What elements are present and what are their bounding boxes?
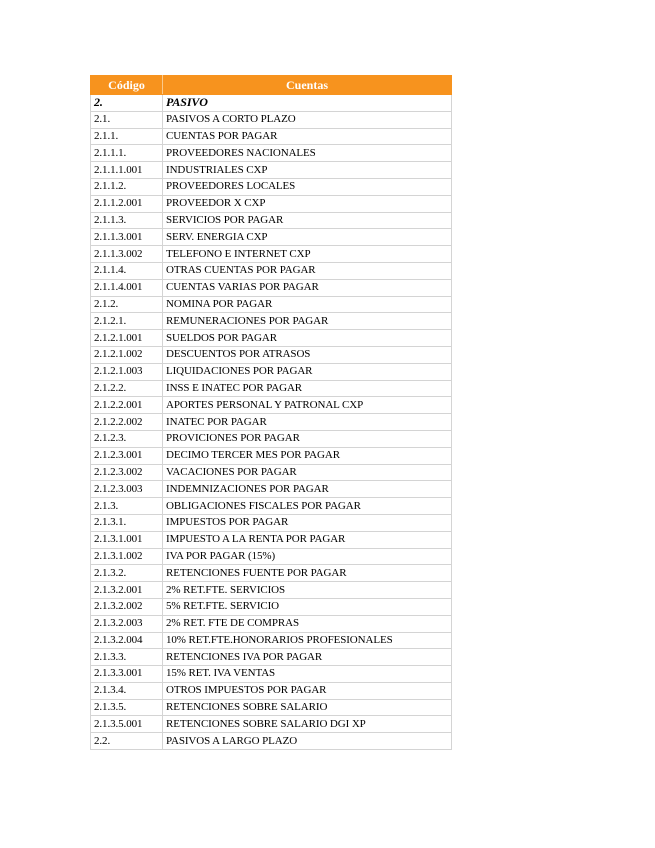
table-row — [91, 95, 452, 112]
account-name-cell: PROVEEDORES NACIONALES — [163, 145, 452, 162]
table-row — [91, 414, 452, 431]
account-name-cell: RETENCIONES FUENTE POR PAGAR — [163, 565, 452, 582]
account-name-cell: IVA POR PAGAR (15%) — [163, 548, 452, 565]
table-row — [91, 330, 452, 347]
account-code-cell: 2.1.3.1.002 — [91, 548, 163, 565]
account-name-cell: OBLIGACIONES FISCALES POR PAGAR — [163, 498, 452, 515]
account-code-cell: 2.1.3.2.004 — [91, 632, 163, 649]
table-row — [91, 598, 452, 615]
account-code-cell: 2.1.1.4.001 — [91, 279, 163, 296]
table-row — [91, 296, 452, 313]
account-code-cell: 2.1. — [91, 111, 163, 128]
account-code-cell: 2. — [91, 95, 163, 112]
account-name-cell: PASIVOS A CORTO PLAZO — [163, 111, 452, 128]
account-name-cell: SUELDOS POR PAGAR — [163, 330, 452, 347]
account-name-cell: REMUNERACIONES POR PAGAR — [163, 313, 452, 330]
table-row — [91, 262, 452, 279]
table-row — [91, 498, 452, 515]
account-name-cell: RETENCIONES SOBRE SALARIO DGI XP — [163, 716, 452, 733]
table-body — [91, 95, 452, 750]
account-name-cell: NOMINA POR PAGAR — [163, 296, 452, 313]
table-row — [91, 279, 452, 296]
table-row — [91, 464, 452, 481]
account-name-cell: PASIVO — [163, 95, 452, 112]
account-name-cell: PASIVOS A LARGO PLAZO — [163, 733, 452, 750]
account-code-cell: 2.1.1.3.002 — [91, 246, 163, 263]
account-name-cell: CUENTAS VARIAS POR PAGAR — [163, 279, 452, 296]
table-row — [91, 346, 452, 363]
table-row — [91, 178, 452, 195]
account-name-cell: DECIMO TERCER MES POR PAGAR — [163, 447, 452, 464]
account-code-cell: 2.1.1.3.001 — [91, 229, 163, 246]
account-code-cell: 2.1.3.1.001 — [91, 531, 163, 548]
account-code-cell: 2.1.2.1.001 — [91, 330, 163, 347]
account-code-cell: 2.1.1.2.001 — [91, 195, 163, 212]
account-code-cell: 2.1.2.2.002 — [91, 414, 163, 431]
account-name-cell: INDUSTRIALES CXP — [163, 162, 452, 179]
table-row — [91, 481, 452, 498]
account-code-cell: 2.1.2.3.002 — [91, 464, 163, 481]
column-header-code: Código — [91, 76, 163, 95]
table-row — [91, 582, 452, 599]
table-row — [91, 212, 452, 229]
table-row — [91, 363, 452, 380]
table-row — [91, 447, 452, 464]
account-code-cell: 2.1.1.4. — [91, 262, 163, 279]
account-code-cell: 2.1.2.3.001 — [91, 447, 163, 464]
account-code-cell: 2.1.3.4. — [91, 682, 163, 699]
account-code-cell: 2.1.1.1.001 — [91, 162, 163, 179]
account-code-cell: 2.1.3.3.001 — [91, 666, 163, 683]
table-row — [91, 699, 452, 716]
account-name-cell: VACACIONES POR PAGAR — [163, 464, 452, 481]
account-name-cell: IMPUESTO A LA RENTA POR PAGAR — [163, 531, 452, 548]
table-row — [91, 733, 452, 750]
table-row — [91, 666, 452, 683]
account-name-cell: 5% RET.FTE. SERVICIO — [163, 598, 452, 615]
table-row — [91, 128, 452, 145]
table-row — [91, 632, 452, 649]
account-name-cell: 2% RET.FTE. SERVICIOS — [163, 582, 452, 599]
account-code-cell: 2.1.2.3. — [91, 430, 163, 447]
table-row — [91, 313, 452, 330]
account-name-cell: APORTES PERSONAL Y PATRONAL CXP — [163, 397, 452, 414]
account-name-cell: OTRAS CUENTAS POR PAGAR — [163, 262, 452, 279]
account-code-cell: 2.1.1.2. — [91, 178, 163, 195]
account-code-cell: 2.1.3. — [91, 498, 163, 515]
table-row — [91, 716, 452, 733]
table-row — [91, 430, 452, 447]
table-row — [91, 380, 452, 397]
table-row — [91, 531, 452, 548]
table-row — [91, 229, 452, 246]
account-name-cell: PROVEEDORES LOCALES — [163, 178, 452, 195]
table-row — [91, 397, 452, 414]
account-name-cell: TELEFONO E INTERNET CXP — [163, 246, 452, 263]
account-code-cell: 2.1.2.1.003 — [91, 363, 163, 380]
account-name-cell: PROVEEDOR X CXP — [163, 195, 452, 212]
account-name-cell: RETENCIONES SOBRE SALARIO — [163, 699, 452, 716]
table-row — [91, 514, 452, 531]
account-name-cell: 10% RET.FTE.HONORARIOS PROFESIONALES — [163, 632, 452, 649]
account-name-cell: CUENTAS POR PAGAR — [163, 128, 452, 145]
account-name-cell: LIQUIDACIONES POR PAGAR — [163, 363, 452, 380]
account-name-cell: 2% RET. FTE DE COMPRAS — [163, 615, 452, 632]
account-code-cell: 2.1.2.1. — [91, 313, 163, 330]
account-code-cell: 2.1.3.2.002 — [91, 598, 163, 615]
account-name-cell: DESCUENTOS POR ATRASOS — [163, 346, 452, 363]
account-name-cell: SERVICIOS POR PAGAR — [163, 212, 452, 229]
account-name-cell: INSS E INATEC POR PAGAR — [163, 380, 452, 397]
column-header-name: Cuentas — [163, 76, 452, 95]
table-row — [91, 649, 452, 666]
table-row — [91, 162, 452, 179]
table-row — [91, 111, 452, 128]
account-code-cell: 2.1.3.1. — [91, 514, 163, 531]
account-code-cell: 2.1.2.3.003 — [91, 481, 163, 498]
table-row — [91, 195, 452, 212]
table-row — [91, 246, 452, 263]
account-code-cell: 2.1.3.5.001 — [91, 716, 163, 733]
account-name-cell: SERV. ENERGIA CXP — [163, 229, 452, 246]
table-row — [91, 548, 452, 565]
table-row — [91, 565, 452, 582]
account-code-cell: 2.1.2.2.001 — [91, 397, 163, 414]
table-header-row — [91, 76, 452, 95]
account-code-cell: 2.1.3.2.001 — [91, 582, 163, 599]
account-code-cell: 2.1.1.3. — [91, 212, 163, 229]
account-name-cell: 15% RET. IVA VENTAS — [163, 666, 452, 683]
account-code-cell: 2.1.2.2. — [91, 380, 163, 397]
account-code-cell: 2.1.3.3. — [91, 649, 163, 666]
table-row — [91, 615, 452, 632]
account-code-cell: 2.1.1.1. — [91, 145, 163, 162]
account-code-cell: 2.2. — [91, 733, 163, 750]
table-row — [91, 682, 452, 699]
account-code-cell: 2.1.1. — [91, 128, 163, 145]
account-code-cell: 2.1.3.2.003 — [91, 615, 163, 632]
account-name-cell: IMPUESTOS POR PAGAR — [163, 514, 452, 531]
account-code-cell: 2.1.2.1.002 — [91, 346, 163, 363]
account-name-cell: PROVICIONES POR PAGAR — [163, 430, 452, 447]
table-row — [91, 145, 452, 162]
account-code-cell: 2.1.2. — [91, 296, 163, 313]
account-name-cell: OTROS IMPUESTOS POR PAGAR — [163, 682, 452, 699]
account-name-cell: RETENCIONES IVA POR PAGAR — [163, 649, 452, 666]
account-name-cell: INDEMNIZACIONES POR PAGAR — [163, 481, 452, 498]
accounts-table — [90, 75, 452, 750]
account-code-cell: 2.1.3.5. — [91, 699, 163, 716]
account-code-cell: 2.1.3.2. — [91, 565, 163, 582]
account-name-cell: INATEC POR PAGAR — [163, 414, 452, 431]
